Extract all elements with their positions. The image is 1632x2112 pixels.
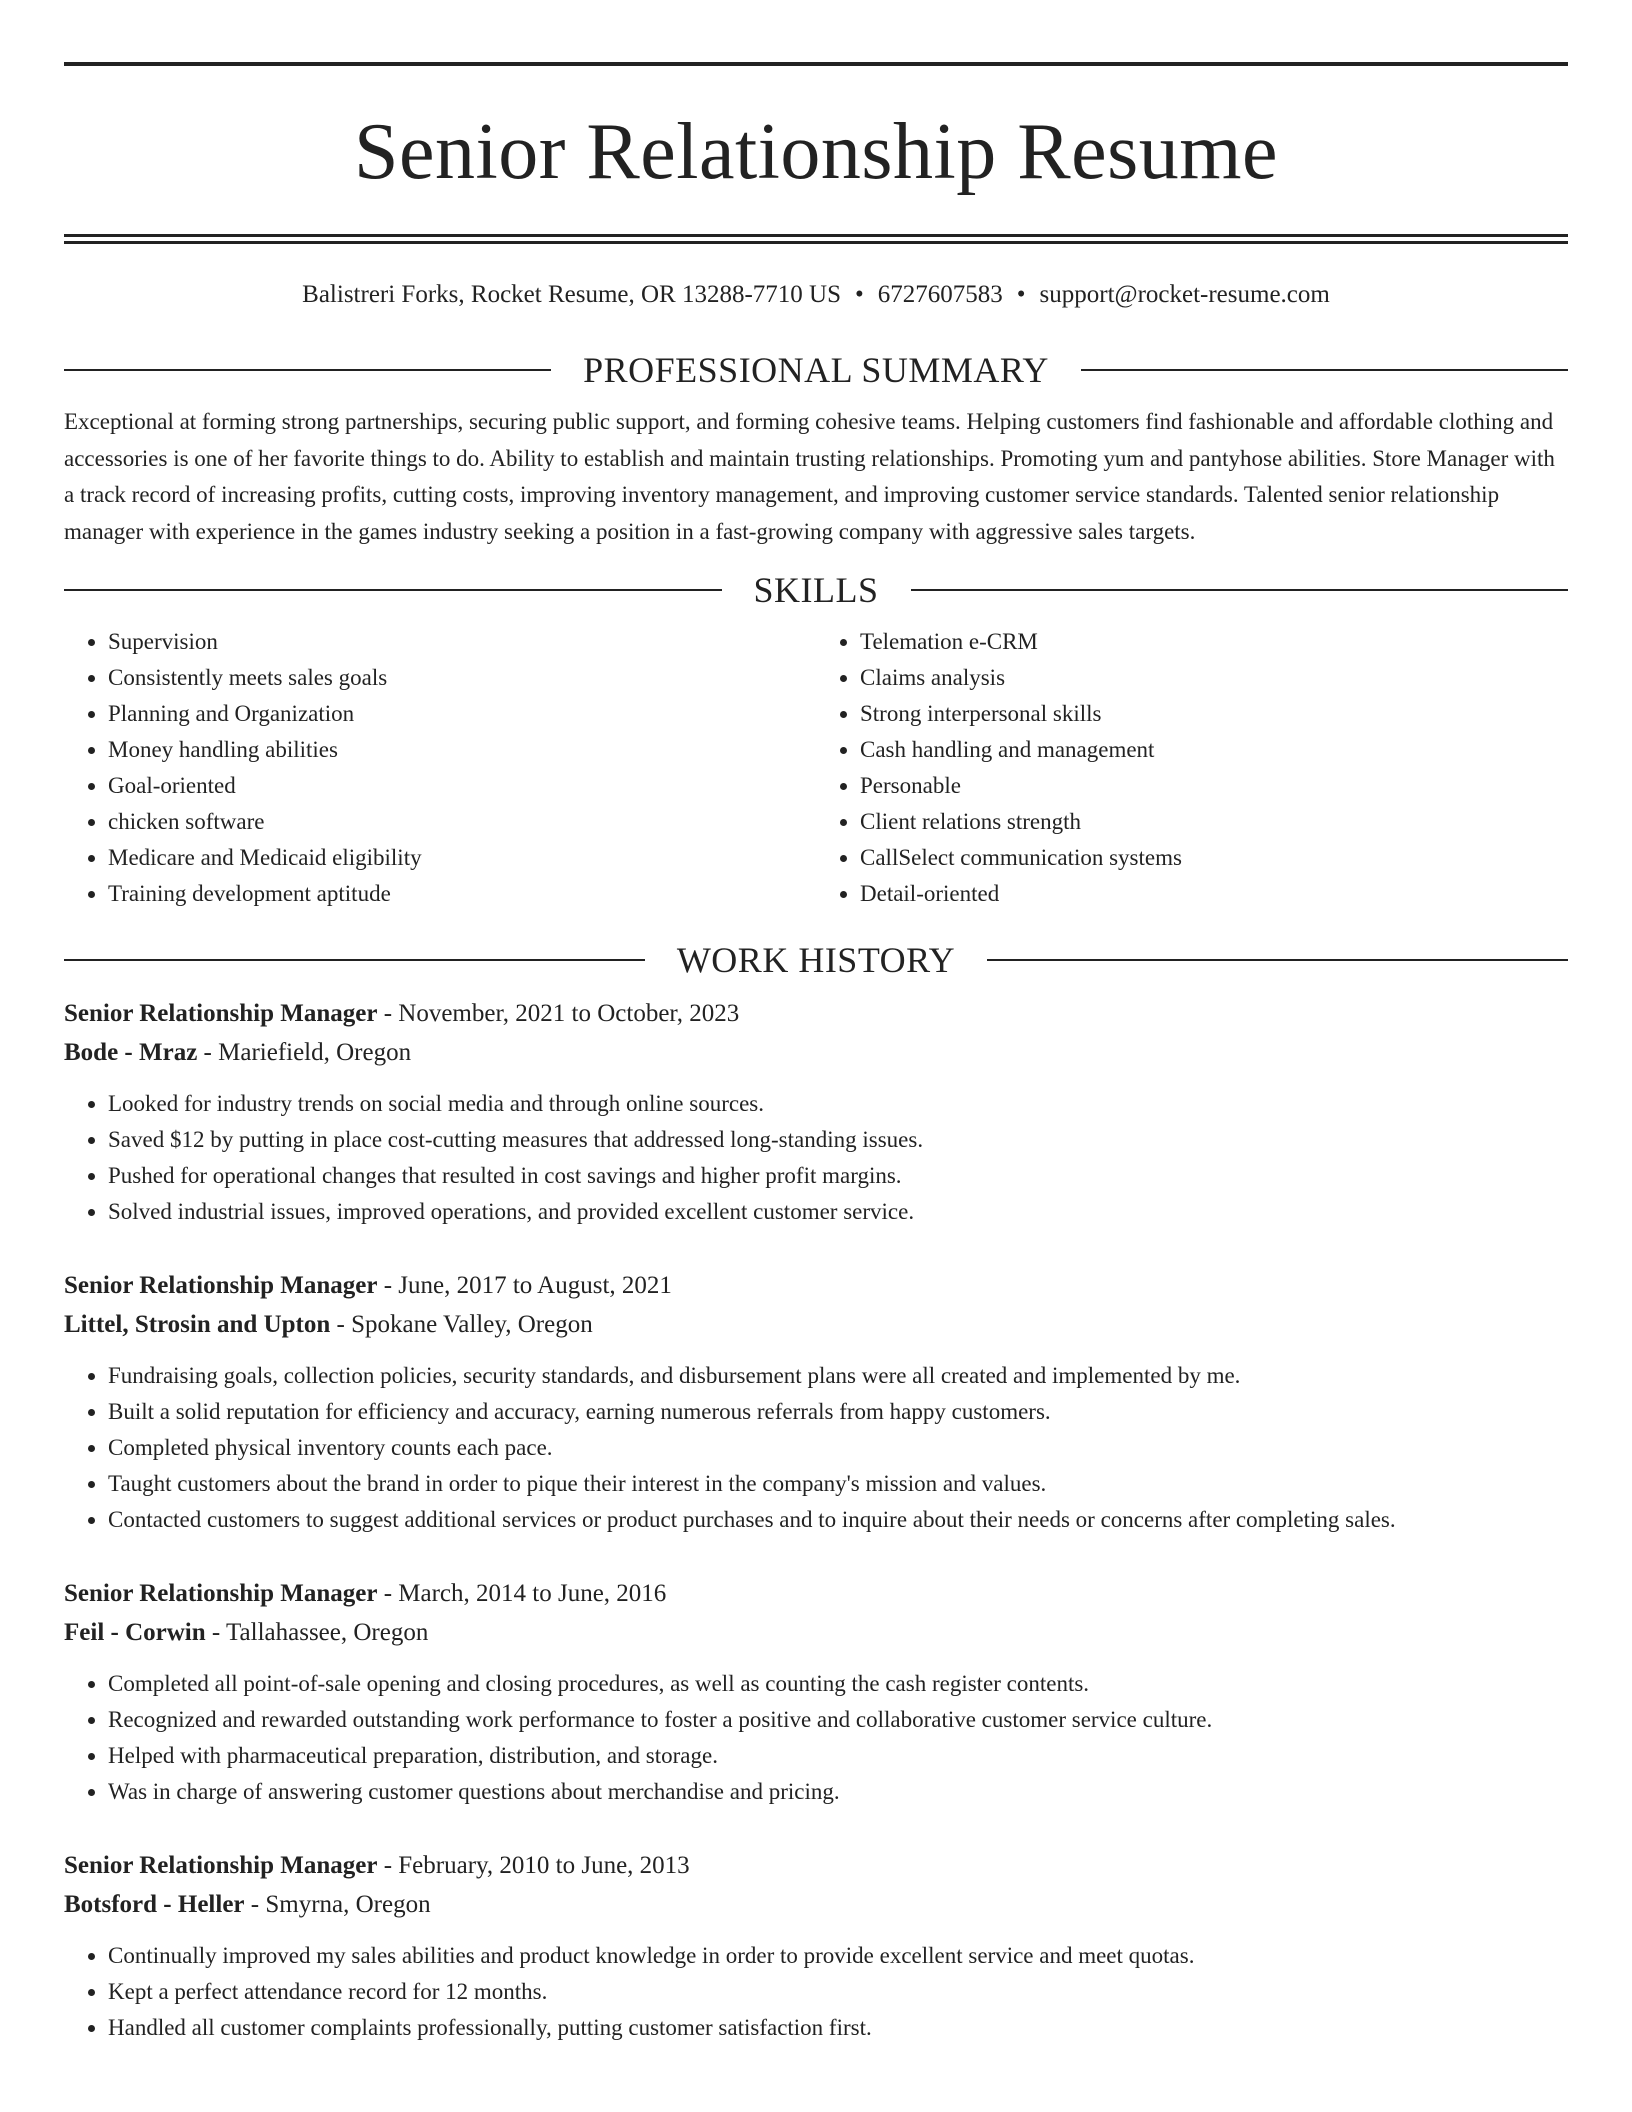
job-bullet: • Built a solid reputation for efficiency and accuracy, earning numerous referrals from happy customers.	[108, 1394, 1568, 1430]
job-dates: - March, 2014 to June, 2016	[377, 1580, 667, 1607]
contact-line	[64, 280, 1568, 310]
skills-columns	[64, 624, 1568, 912]
skill-item: • Medicare and Medicaid eligibility	[108, 840, 816, 876]
job-bullet: • Contacted customers to suggest additional services or product purchases and to inquire about their needs or concerns after completing sales.	[108, 1502, 1568, 1538]
skill-item: • Cash handling and management	[860, 732, 1568, 768]
job-title: Senior Relationship Manager	[64, 1272, 378, 1299]
job-entry	[64, 994, 1568, 1230]
work-history-list	[64, 994, 1568, 2046]
skill-item: • Training development aptitude	[108, 876, 816, 912]
job-company: Littel, Strosin and Upton	[64, 1311, 331, 1338]
work-heading	[64, 940, 1568, 980]
job-bullets	[64, 1358, 1568, 1538]
job-title-line	[64, 1574, 1568, 1613]
job-location: - Mariefield, Oregon	[197, 1039, 412, 1066]
resume-title: Senior Relationship Resume	[353, 108, 1278, 196]
skills-heading	[64, 570, 1568, 610]
job-company: Botsford - Heller	[64, 1891, 245, 1918]
job-title: Senior Relationship Manager	[64, 1000, 378, 1027]
job-bullet: • Taught customers about the brand in order to pique their interest in the company's mission and values.	[108, 1466, 1568, 1502]
job-company: Feil - Corwin	[64, 1619, 206, 1646]
skill-item: • CallSelect communication systems	[860, 840, 1568, 876]
heading-rule-left	[64, 589, 722, 591]
top-rule	[64, 62, 1568, 66]
job-company-line	[64, 1033, 1568, 1072]
contact-separator: •	[1016, 281, 1026, 308]
heading-rule-right	[1081, 369, 1568, 371]
skill-item: • Planning and Organization	[108, 696, 816, 732]
job-title: Senior Relationship Manager	[64, 1580, 378, 1607]
job-title-line	[64, 1266, 1568, 1305]
skill-item: • Telemation e-CRM	[860, 624, 1568, 660]
skill-item: • Client relations strength	[860, 804, 1568, 840]
contact-email: support@rocket-resume.com	[1039, 281, 1330, 308]
job-location: - Spokane Valley, Oregon	[330, 1311, 593, 1338]
job-bullet: • Kept a perfect attendance record for 12 months.	[108, 1974, 1568, 2010]
contact-address: Balistreri Forks, Rocket Resume, OR 13288-7710 US	[302, 281, 842, 308]
job-title-line	[64, 994, 1568, 1033]
job-company-line	[64, 1885, 1568, 1924]
job-dates: - June, 2017 to August, 2021	[377, 1272, 672, 1299]
job-entry	[64, 1266, 1568, 1538]
job-dates: - November, 2021 to October, 2023	[377, 1000, 740, 1027]
job-bullet: • Helped with pharmaceutical preparation, distribution, and storage.	[108, 1738, 1568, 1774]
heading-rule-right	[987, 959, 1568, 961]
heading-rule-left	[64, 369, 551, 371]
skill-item: • Detail-oriented	[860, 876, 1568, 912]
skill-item: • Personable	[860, 768, 1568, 804]
job-bullet: • Pushed for operational changes that resulted in cost savings and higher profit margins.	[108, 1158, 1568, 1194]
job-dates: - February, 2010 to June, 2013	[377, 1852, 690, 1879]
job-company-line	[64, 1305, 1568, 1344]
heading-rule-right	[911, 589, 1569, 591]
job-entry	[64, 1574, 1568, 1810]
job-bullets	[64, 1086, 1568, 1230]
skills-heading-label: SKILLS	[753, 570, 879, 610]
summary-text: Exceptional at forming strong partnerships, securing public support, and forming cohesive teams. Helping customers find fashionable and affordable clothing and accessories is one of her favorite things to do. Ability to establish and maintain trusting relationships. Promoting yum and pantyhose abilities. Store Manager with a track record of increasing profits, cutting costs, improving inventory management, and improving customer service standards. Talented senior relationship manager with experience in the games industry seeking a position in a fast-growing company with aggressive sales targets.	[64, 409, 1555, 544]
job-company-line	[64, 1613, 1568, 1652]
job-bullet: • Continually improved my sales abilities and product knowledge in order to provide excellent service and meet quotas.	[108, 1938, 1568, 1974]
job-title: Senior Relationship Manager	[64, 1852, 378, 1879]
job-location: - Smyrna, Oregon	[244, 1891, 431, 1918]
job-bullet: • Handled all customer complaints professionally, putting customer satisfaction first.	[108, 2010, 1568, 2046]
skill-item: • Goal-oriented	[108, 768, 816, 804]
job-bullet: • Looked for industry trends on social media and through online sources.	[108, 1086, 1568, 1122]
skill-item: • chicken software	[108, 804, 816, 840]
skill-item: • Consistently meets sales goals	[108, 660, 816, 696]
job-bullet: • Fundraising goals, collection policies, security standards, and disbursement plans were all created and implemented by me.	[108, 1358, 1568, 1394]
job-bullet: • Completed all point-of-sale opening and closing procedures, as well as counting the cash register contents.	[108, 1666, 1568, 1702]
summary-heading-label: PROFESSIONAL SUMMARY	[583, 350, 1049, 390]
title-double-rule	[64, 234, 1568, 244]
job-title-line	[64, 1846, 1568, 1885]
skill-item: • Strong interpersonal skills	[860, 696, 1568, 732]
skills-list-left	[64, 624, 816, 912]
job-bullet: • Completed physical inventory counts each pace.	[108, 1430, 1568, 1466]
skill-item: • Claims analysis	[860, 660, 1568, 696]
heading-rule-left	[64, 959, 645, 961]
job-bullet: • Saved $12 by putting in place cost-cutting measures that addressed long-standing issues.	[108, 1122, 1568, 1158]
job-bullet: • Recognized and rewarded outstanding work performance to foster a positive and collaborative customer service culture.	[108, 1702, 1568, 1738]
skill-item: • Supervision	[108, 624, 816, 660]
job-entry	[64, 1846, 1568, 2046]
skill-item: • Money handling abilities	[108, 732, 816, 768]
summary-heading	[64, 350, 1568, 390]
job-bullet: • Solved industrial issues, improved operations, and provided excellent customer service.	[108, 1194, 1568, 1230]
contact-separator: •	[855, 281, 864, 308]
job-company: Bode - Mraz	[64, 1039, 198, 1066]
job-bullets	[64, 1666, 1568, 1810]
work-heading-label: WORK HISTORY	[676, 940, 956, 980]
job-location: - Tallahassee, Oregon	[205, 1619, 429, 1646]
contact-phone: 6727607583	[877, 281, 1003, 308]
job-bullet: • Was in charge of answering customer questions about merchandise and pricing.	[108, 1774, 1568, 1810]
skills-list-right	[816, 624, 1568, 912]
job-bullets	[64, 1938, 1568, 2046]
